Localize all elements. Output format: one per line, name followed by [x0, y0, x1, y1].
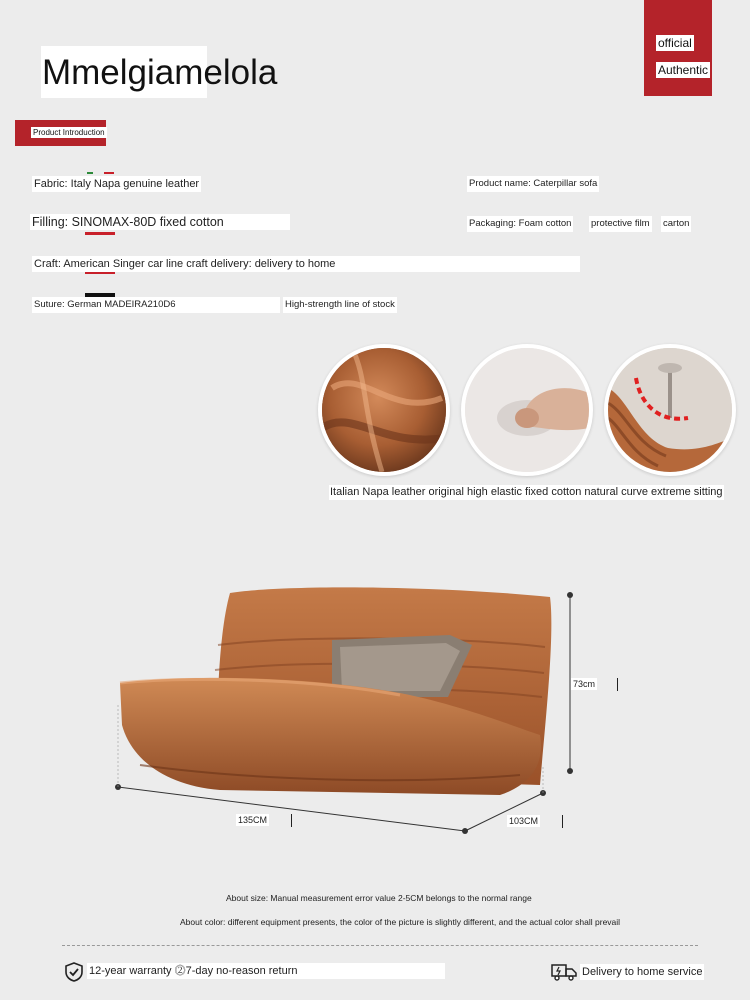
dimension-tick — [291, 814, 292, 827]
cotton-press-image — [461, 344, 593, 476]
section-title: Product Introduction — [33, 128, 105, 137]
accent-mark — [85, 232, 115, 235]
accent-mark — [87, 172, 93, 174]
delivery-truck-icon — [551, 963, 577, 986]
spec-packaging-1: Packaging: Foam cotton — [467, 216, 573, 232]
leather-closeup-image — [318, 344, 450, 476]
dimension-depth: 103CM — [509, 816, 539, 826]
warranty-text: 12-year warranty ⓶7-day no-reason return — [87, 963, 445, 979]
color-note: About color: different equipment presents, the color of the picture is slightly different, and the actual color shall prevail — [180, 917, 621, 927]
dimension-height: 73cm — [573, 679, 596, 689]
sofa-illustration — [100, 575, 580, 845]
spec-suture: Suture: German MADEIRA210D6 — [32, 297, 280, 313]
authentic-badge — [644, 0, 712, 96]
accent-mark — [104, 172, 114, 174]
spec-fabric: Fabric: Italy Napa genuine leather — [34, 178, 200, 190]
brand-title: Mmelgiamelola — [42, 53, 278, 92]
size-note: About size: Manual measurement error value 2-5CM belongs to the normal range — [226, 893, 532, 903]
footer-divider — [62, 945, 698, 946]
spec-packaging-3: carton — [661, 216, 691, 232]
spec-craft: Craft: American Singer car line craft delivery: delivery to home — [32, 256, 580, 272]
spec-packaging-2: protective film — [589, 216, 652, 232]
features-caption: Italian Napa leather original high elastic fixed cotton natural curve extreme sitting — [330, 486, 723, 498]
dimension-tick — [617, 678, 618, 691]
badge-line-authentic: Authentic — [658, 63, 709, 77]
curve-seat-image — [604, 344, 736, 476]
dimension-tick — [562, 815, 563, 828]
delivery-text: Delivery to home service — [582, 966, 703, 978]
spec-product-name: Product name: Caterpillar sofa — [467, 176, 599, 192]
dimension-width: 135CM — [238, 815, 268, 825]
spec-suture-note: High-strength line of stock — [283, 297, 397, 313]
shield-check-icon — [64, 962, 84, 987]
badge-line-official: official — [658, 36, 692, 50]
spec-filling: Filling: SINOMAX-80D fixed cotton — [30, 214, 290, 230]
accent-mark — [85, 272, 115, 274]
